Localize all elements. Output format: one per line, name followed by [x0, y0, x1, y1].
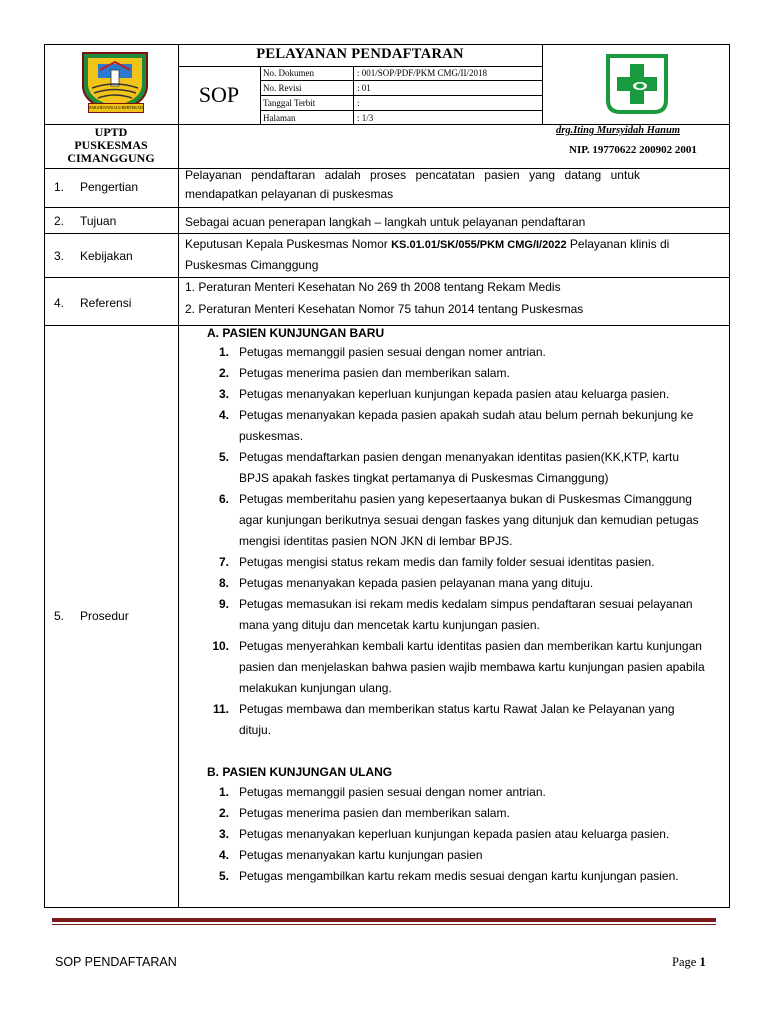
step-number: 9.	[218, 597, 229, 611]
meta-value: :	[354, 96, 543, 111]
procedure-step	[207, 782, 707, 803]
step-number: 3.	[218, 387, 229, 401]
step-number: 10.	[212, 639, 229, 653]
meta-key: No. Revisi	[260, 81, 354, 96]
row-number: 1.	[54, 180, 65, 194]
procedure-step	[207, 363, 707, 384]
step-number: 7.	[218, 555, 229, 569]
row-number: 3.	[54, 249, 65, 263]
step-text: Petugas menanyakan keperluan kunjungan kepada pasien atau keluarga pasien.	[239, 387, 670, 401]
meta-row	[260, 81, 542, 96]
procedure-step	[207, 573, 707, 594]
step-number: 3.	[218, 827, 229, 841]
row-number: 4.	[54, 296, 65, 310]
row-label-kebijakan: Kebijakan	[80, 249, 133, 263]
row-label-pengertian: Pengertian	[80, 180, 139, 194]
definition-text: Pelayanan pendaftaran adalah proses pencatatan pasien yang datang untuk mendapatkan pelayanan di puskesmas	[185, 168, 640, 201]
policy-decree-number: KS.01.01/SK/055/PKM CMG/I/2022	[391, 239, 567, 251]
meta-row	[260, 111, 542, 126]
procedure-step	[207, 594, 707, 636]
reference-item: 2. Peraturan Menteri Kesehatan Nomor 75 tahun 2014 tentang Puskesmas	[185, 302, 584, 316]
meta-key: Tanggal Terbit	[260, 96, 354, 111]
step-number: 11.	[212, 702, 229, 716]
policy-text-a: Keputusan Kepala Puskesmas Nomor	[185, 237, 392, 251]
section-b-steps	[207, 782, 707, 887]
row-number: 2.	[54, 214, 65, 228]
procedure-section-a	[207, 324, 707, 741]
organization-name	[44, 126, 178, 165]
page-label: Page	[672, 955, 700, 969]
step-number: 6.	[218, 492, 229, 506]
step-number: 5.	[218, 869, 229, 883]
footer-document-name: SOP PENDAFTARAN	[55, 955, 177, 969]
footer-page-number	[672, 955, 706, 970]
document-title: PELAYANAN PENDAFTARAN	[256, 46, 464, 62]
procedure-step	[207, 803, 707, 824]
step-text: Petugas memanggil pasien sesuai dengan nomer antrian.	[239, 785, 546, 799]
step-text: Petugas menerima pasien dan memberikan salam.	[239, 806, 510, 820]
references	[185, 276, 725, 320]
procedure-step	[207, 405, 707, 447]
policy-text	[185, 234, 720, 275]
page-num: 1	[699, 955, 706, 969]
procedure-section-b	[207, 762, 707, 887]
procedure-step	[207, 824, 707, 845]
row-number: 5.	[54, 609, 65, 623]
footer-rule-thin	[52, 924, 716, 925]
meta-key: Halaman	[260, 111, 354, 126]
document-meta	[260, 66, 542, 125]
procedure-step	[207, 636, 707, 699]
step-number: 2.	[218, 366, 229, 380]
step-text: Petugas menerima pasien dan memberikan salam.	[239, 366, 510, 380]
procedure-step	[207, 384, 707, 405]
procedure-step	[207, 489, 707, 552]
step-text: Petugas mendaftarkan pasien dengan menanyakan identitas pasien(KK,KTP, kartu BPJS apakah faskes tingkat pertamanya di Puskesmas Cimanggung)	[239, 450, 680, 485]
step-text: Petugas memberitahu pasien yang kepesertaanya bukan di Puskesmas Cimanggung agar kunjungan berikutnya sesuai dengan faskes yang ditunjuk dan kemudian petugas mengisi identitas pasien NON JKN di lembar BPJS.	[239, 492, 699, 548]
procedure-step	[207, 845, 707, 866]
step-text: Petugas menyerahkan kembali kartu identitas pasien dan memberikan kartu kunjungan pasien dan menjelaskan bahwa pasien wajib membawa kartu kunjungan pasien apabila melakukan kunjungan ulang.	[239, 639, 705, 695]
row-label-tujuan: Tujuan	[80, 214, 117, 228]
step-text: Petugas memasukan isi rekam medis kedalam simpus pendaftaran sesuai pelayanan mana yang dituju dan mencetak kartu kunjungan pasien.	[239, 597, 693, 632]
step-number: 8.	[218, 576, 229, 590]
puskesmas-logo	[600, 50, 674, 116]
meta-row	[260, 96, 542, 111]
step-number: 5.	[218, 450, 229, 464]
step-text: Petugas memanggil pasien sesuai dengan nomer antrian.	[239, 345, 546, 359]
org-line: CIMANGGUNG	[67, 151, 155, 165]
header-divider-right	[542, 44, 543, 124]
reference-item: 1. Peraturan Menteri Kesehatan No 269 th 2008 tentang Rekam Medis	[185, 280, 561, 294]
org-line: PUSKESMAS	[74, 138, 148, 152]
meta-key: No. Dokumen	[260, 66, 354, 81]
section-b-title: B. PASIEN KUNJUNGAN ULANG	[207, 765, 393, 779]
procedure-step	[207, 447, 707, 489]
section-a-steps	[207, 342, 707, 741]
row-label-prosedur: Prosedur	[80, 609, 129, 623]
section-a-title: A. PASIEN KUNJUNGAN BARU	[207, 326, 385, 340]
step-text: Petugas menanyakan keperluan kunjungan kepada pasien atau keluarga pasien.	[239, 827, 670, 841]
step-number: 4.	[218, 408, 229, 422]
step-text: Petugas mengisi status rekam medis dan family folder sesuai identitas pasien.	[239, 555, 655, 569]
row-line	[44, 207, 730, 208]
logo-motto: PARAHIYANGAN BERTEKAD	[89, 105, 143, 110]
column-divider	[178, 44, 179, 908]
step-number: 1.	[218, 345, 229, 359]
procedure-step	[207, 552, 707, 573]
footer-rule	[52, 918, 716, 922]
signatory-name: drg.Iting Mursyidah Hanum	[556, 125, 681, 136]
signatory-nip: NIP. 19770622 200902 2001	[569, 144, 697, 156]
meta-value: : 1/3	[357, 113, 374, 123]
org-line: UPTD	[94, 125, 128, 139]
procedure-step	[207, 866, 707, 887]
step-text: Petugas menanyakan kartu kunjungan pasien	[239, 848, 483, 862]
step-text: Petugas membawa dan memberikan status kartu Rawat Jalan ke Pelayanan yang dituju.	[239, 702, 675, 737]
procedure-step	[207, 342, 707, 363]
meta-value: : 01	[354, 81, 543, 96]
step-number: 1.	[218, 785, 229, 799]
row-label-referensi: Referensi	[80, 296, 132, 310]
step-text: Petugas menanyakan kepada pasien pelayanan mana yang dituju.	[239, 576, 594, 590]
step-text: Petugas mengambilkan kartu rekam medis sesuai dengan kartu kunjungan pasien.	[239, 869, 679, 883]
purpose-text: Sebagai acuan penerapan langkah – langkah untuk pelayanan pendaftaran	[185, 215, 586, 229]
step-number: 4.	[218, 848, 229, 862]
meta-value: : 001/SOP/PDF/PKM CMG/II/2018	[354, 66, 543, 81]
sop-label: SOP	[198, 82, 240, 107]
policy-text-c: Pelayanan klinis di Puskesmas Cimanggung	[185, 237, 670, 272]
logo-motto-ribbon	[88, 103, 144, 113]
step-text: Petugas menanyakan kepada pasien apakah sudah atau belum pernah bekunjung ke puskesmas.	[239, 408, 694, 443]
meta-row	[260, 66, 542, 81]
procedure-step	[207, 699, 707, 741]
step-number: 2.	[218, 806, 229, 820]
